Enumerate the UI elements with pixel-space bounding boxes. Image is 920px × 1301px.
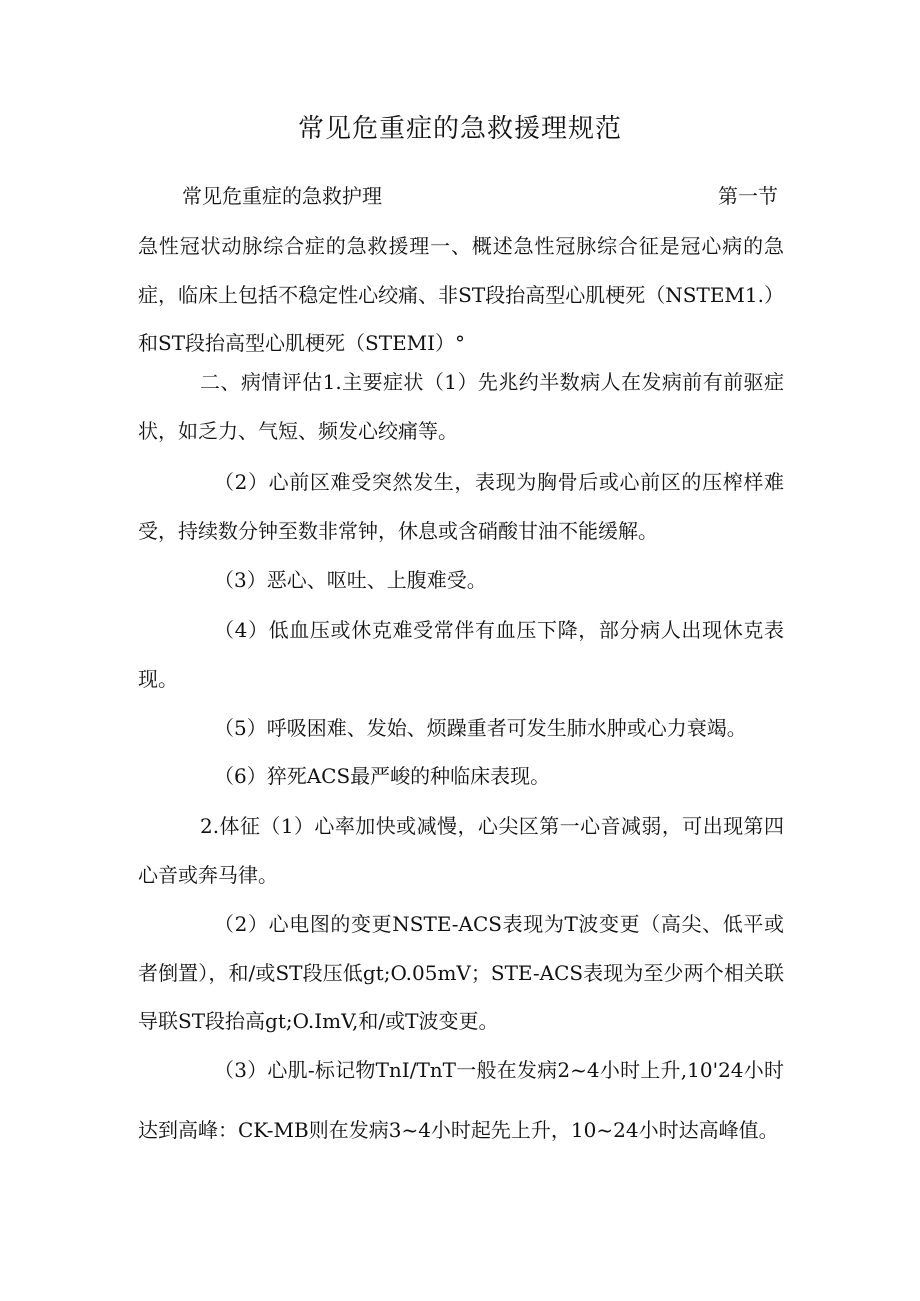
paragraph-block-1	[138, 222, 784, 368]
paragraph-block-3	[138, 458, 784, 555]
paragraph-block-2	[138, 358, 784, 455]
paragraph-symptom-4: （4）低血压或休克难受常伴有血压下降，部分病人出现休克表现。	[138, 618, 784, 691]
paragraph-overview: 急性冠状动脉综合症的急救援理一、概述急性冠脉综合征是冠心病的急症，临床上包括不稳定性心绞痛、非ST段抬高型心肌梗死（NSTEM1.）和ST段抬高型心肌梗死（STEMI）°	[138, 234, 784, 355]
paragraph-block-9	[138, 900, 784, 1046]
paragraph-block-6	[138, 704, 784, 753]
paragraph-block-7	[138, 752, 784, 801]
paragraph-symptom-3: （3）恶心、呕吐、上腹难受。	[214, 568, 487, 592]
paragraph-signs: 2.体征（1）心率加快或减慢，心尖区第一心音减弱，可出现第四心音或奔马律。	[138, 814, 784, 887]
paragraph-markers: （3）心肌-标记物TnI/TnT一般在发病2~4小时上升,10'24小时达到高峰：CK-MB则在发病3~4小时起先上升，10~24小时达高峰值。	[138, 1058, 784, 1142]
paragraph-ecg: （2）心电图的变更NSTE-ACS表现为T波变更（高尖、低平或者倒置），和/或ST段压低gt;O.05mV；STE-ACS表现为至少两个相关联导联ST段抬高gt;O.ImV,和/或T波变更。	[138, 912, 784, 1033]
paragraph-block-4	[138, 556, 784, 605]
paragraph-block-5	[138, 606, 784, 703]
paragraph-assessment: 二、病情评估1.主要症状（1）先兆约半数病人在发病前有前驱症状，如乏力、气短、频发心绞痛等。	[138, 370, 784, 443]
paragraph-symptom-5: （5）呼吸困难、发始、烦躁重者可发生肺水肿或心力衰竭。	[214, 716, 747, 740]
paragraph-block-8	[138, 802, 784, 899]
paragraph-symptom-2: （2）心前区难受突然发生，表现为胸骨后或心前区的压榨样难受，持续数分钟至数非常钟，休息或含硝酸甘油不能缓解。	[138, 470, 784, 543]
section-number: 第一节	[718, 184, 778, 208]
paragraph-symptom-6: （6）猝死ACS最严峻的种临床表现。	[214, 764, 551, 788]
document-title: 常见危重症的急救援理规范	[297, 114, 622, 144]
section-heading: 常见危重症的急救护理	[182, 184, 382, 208]
paragraph-block-10	[138, 1040, 784, 1160]
section-header	[182, 180, 778, 209]
